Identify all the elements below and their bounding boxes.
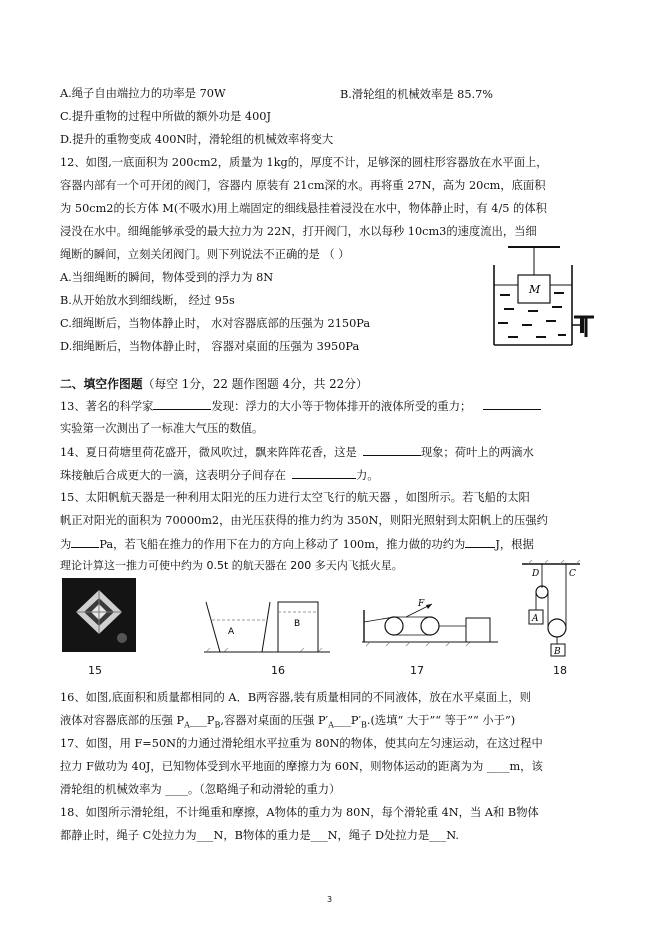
q12-option-b: B.从开始放水到细线断， 经过 95s (60, 294, 235, 307)
q13-text-1: 13、著名的科学家 (60, 400, 154, 413)
q15-line-4: 理论计算这一推力可使中约为 0.5t 的航天器在 200 多天内飞抵火星。 (60, 559, 403, 572)
figure-15-number: 15 (88, 664, 102, 677)
q16-sub-d: B (361, 720, 367, 730)
q14-line-2 (60, 467, 379, 484)
q12-line-5: 绳断的瞬间，立刻关闭阀门。则下列说法不正确的是 （ ） (60, 248, 350, 261)
q16-text-d: ___P′ (333, 714, 362, 727)
q14-text-2: 现象；荷叶上的两滴水 (420, 446, 534, 459)
figure-17-number: 17 (410, 664, 424, 677)
q17-line-3: 滑轮组的机械效率为 ____。（忽略绳子和动滑轮的重力） (60, 783, 341, 796)
figure-16-number: 16 (271, 664, 285, 677)
rope-c-label: C (569, 569, 576, 579)
block-b-label: B (554, 647, 561, 657)
q14-line-1 (60, 444, 534, 461)
q16-text-e: .(选填“ 大于”“ 等于”“ 小于”) (366, 714, 516, 727)
figure-16-two-containers (204, 598, 330, 654)
figure-18-number: 18 (553, 664, 567, 677)
q14-blank-1[interactable] (363, 444, 421, 456)
q15-line-3 (60, 536, 534, 553)
q11-option-a: A.绳子自由端拉力的功率是 70W (60, 87, 226, 100)
q11-option-d: D.提升的重物变成 400N时，滑轮组的机械效率将变大 (60, 133, 334, 146)
q14-text-1: 14、夏日荷塘里荷花盛开，微风吹过，飘来阵阵花香，这是 (60, 446, 357, 459)
q15-line-2: 帆正对阳光的面积为 70000m2，由光压获得的推力约为 350N，则阳光照射到太阳帆上的压强约 (60, 514, 548, 527)
q15-blank-1[interactable] (71, 536, 99, 548)
q13-text-2: 发现：浮力的大小等于物体排开的液体所受的重力； (211, 400, 472, 413)
q15-text-b: Pa，若飞船在推力的作用下在力的方向上移动了 100m，推力做的功约为 (99, 538, 466, 551)
q18-line-2: 都静止时，绳子 C处拉力为___N，B物体的重力是___N，绳子 D处拉力是___N. (60, 829, 459, 842)
q16-text-a: 液体对容器底部的压强 P (60, 714, 185, 727)
block-m-label: M (529, 283, 541, 296)
figure-18-pulley-system (518, 560, 588, 658)
figure-17-pulley-system (360, 596, 500, 648)
q12-line-1: 12、如图,一底面积为 200cm2，质量为 1kg的，厚度不计，足够深的圆柱形容器放在水平面上， (60, 156, 548, 169)
q15-line-1: 15、太阳帆航天器是一种利用太阳光的压力进行太空飞行的航天器 ，如图所示。若飞船的太阳 (60, 491, 530, 504)
q15-text-a: 为 (60, 538, 72, 551)
q12-option-d: D.细绳断后，当物体静止时， 容器对桌面的压强为 3950Pa (60, 340, 360, 353)
q16-sub-a: A (184, 720, 190, 730)
q13-line-2: 实验第一次测出了一标准大气压的数值。 (60, 422, 264, 435)
page-number: 3 (327, 895, 333, 904)
q13-line-1 (60, 398, 541, 415)
q12-line-2: 容器内部有一个可开闭的阀门，容器内 原装有 21cm深的水。再将重 27N，高为 20cm，底面积 (60, 179, 546, 192)
q15-text-c: J，根据 (495, 538, 534, 551)
q17-line-1: 17、如图，用 F=50N的力通过滑轮组水平拉重为 80N的物体，使其向左匀速运动，在这过程中 (60, 737, 543, 750)
q16-sub-c: A (328, 720, 334, 730)
q12-line-3: 为 50cm2的长方体 M(不吸水)用上端固定的细线悬挂着浸没在水中，物体静止时，有 4/5 的体积 (60, 202, 547, 215)
q11-option-c: C.提升重物的过程中所做的额外功是 400J (60, 110, 271, 123)
force-f-label: F (418, 599, 425, 609)
q14-text-4: 力。 (355, 469, 379, 482)
q15-blank-2[interactable] (465, 536, 495, 548)
q16-line-2 (60, 713, 515, 733)
section-2-title: 二、填空作图题 (60, 377, 143, 391)
q12-container-figure (488, 245, 600, 351)
q13-blank-1[interactable] (153, 398, 211, 410)
q12-option-c: C.细绳断后，当物体静止时， 水对容器底部的压强为 2150Pa (60, 317, 371, 330)
q14-blank-2[interactable] (292, 467, 356, 479)
block-a-label: A (532, 614, 539, 624)
section-2-note: （每空 1分，22 题作图题 4分，共 22分） (142, 377, 368, 391)
q11-option-b: B.滑轮组的机械效率是 85.7% (340, 88, 494, 101)
q16-line-1: 16、如图,底面积和质量都相同的 A．B两容器,装有质量相同的不同液体，放在水平桌面上，则 (60, 691, 531, 704)
q16-text-c: ,容器对桌面的压强 P′ (220, 714, 329, 727)
q18-line-1: 18、如图所示滑轮组，不计绳重和摩擦，A物体的重力为 80N，每个滑轮重 4N，当 A和 B物体 (60, 806, 539, 819)
figure-15-solar-sail-photo (62, 578, 136, 652)
container-b-label: B (294, 619, 301, 629)
q12-option-a: A.当细绳断的瞬间，物体受到的浮力为 8N (60, 271, 274, 284)
container-a-label: A (228, 627, 235, 637)
q13-blank-2[interactable] (483, 398, 541, 410)
q14-text-3: 珠接触后合成更大的一滴，这表明分子间存在 (60, 469, 286, 482)
q16-sub-b: B (214, 720, 221, 730)
q16-text-b: ___P (189, 714, 215, 727)
rope-d-label: D (532, 569, 540, 579)
q17-line-2: 拉力 F做功为 40J，已知物体受到水平地面的摩擦力为 60N，则物体运动的距离为为 ____m，该 (60, 760, 543, 773)
q12-line-4: 浸没在水中。细绳能够承受的最大拉力为 22N，打开阀门，水以每秒 10cm3的速度流出，当细 (60, 225, 537, 238)
